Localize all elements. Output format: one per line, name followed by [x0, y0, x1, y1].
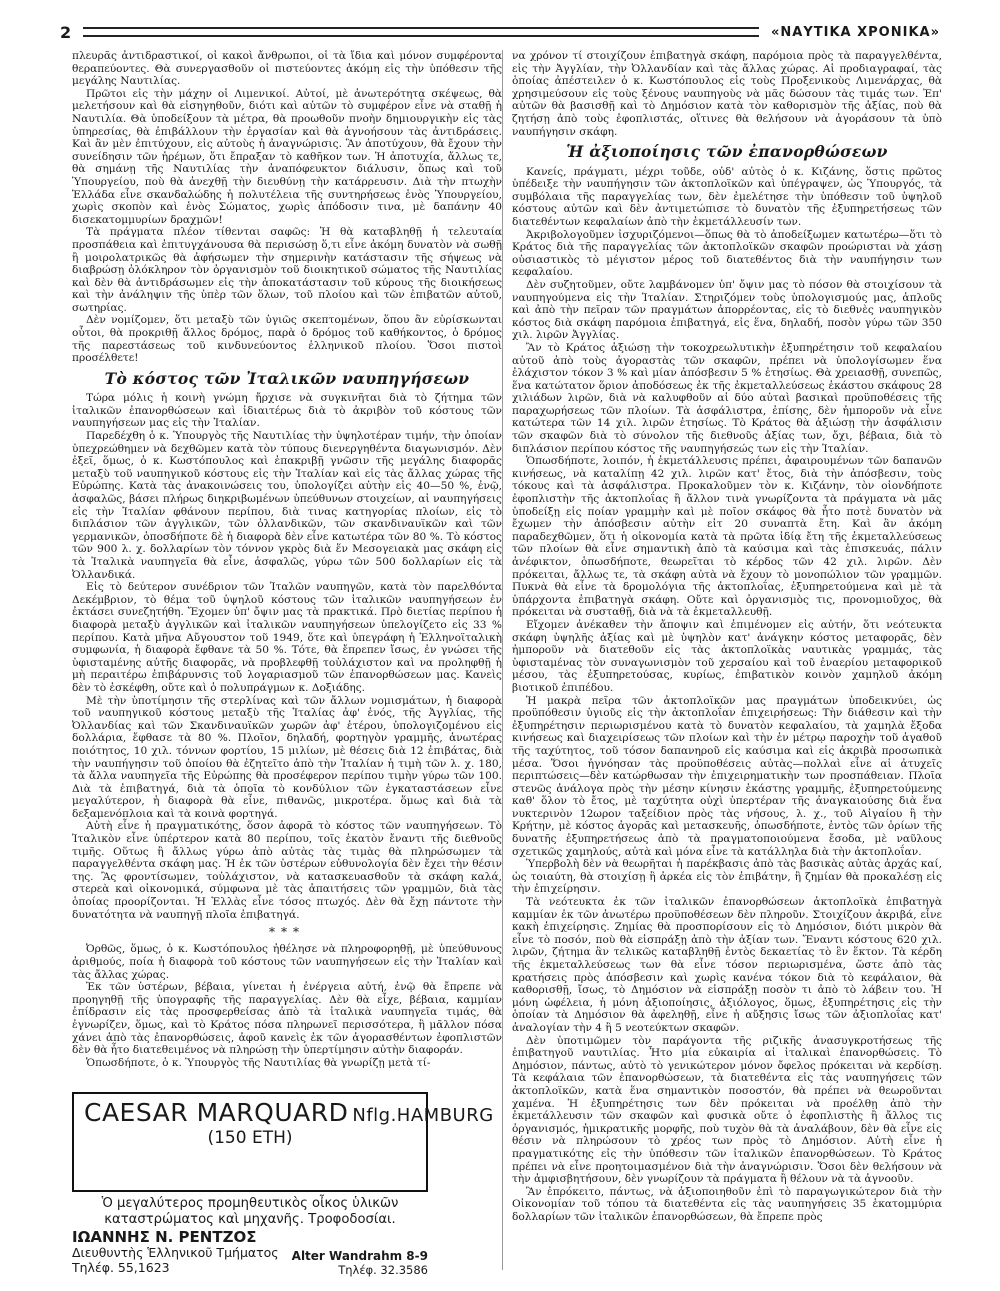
paragraph: Μὲ τὴν ὑποτίμησιν τῆς στερλίνας καὶ τῶν ἄλλων νομισμάτων, ἡ διαφορὰ τοῦ ναυπηγικοῦ κόστους μεταξὺ τῆς Ἰταλίας ἀφ' ἑνός, τῆς Ἀγγλίας, τῆς Ὀλλανδίας καὶ τῶν Σκανδιναυϊκῶν χωρῶν ἀφ' ἑτέρου, ὑπολογιζομένου εἰς δολλάρια, ἔφθασε τὰ 80 %. Πλοῖον, δηλαδή, φορτηγὸν γραμμῆς, ἀνωτέρας ποιότητος, 10 χιλ. τόννων φορτίου, 15 μιλίων, μὲ θέσεις διὰ 12 ἐπιβάτας, διὰ τὴν ναυπήγησιν τοῦ ὁποίου θὰ ἐζητεῖτο ἀπὸ τὴν Ἰταλίαν ἡ τιμὴ τῶν λ. χ. 180, τὰ ἄλλα ναυπηγεῖα τῆς Εὐρώπης θὰ προσέφερον περίπου τιμὴν γύρω τῶν 100. Διὰ τὰ ἐπιβατηγά, διὰ τὰ ὁποῖα τὸ κονδύλιον τῶν ἐγκαταστάσεων εἶνε μεγαλύτερον, ἡ διαφορὰ θὰ εἶνε, πιθανῶς, μικροτέρα. ὅμως καὶ διὰ τὰ δεξαμενόπλοια καὶ τὰ κοινὰ φορτηγά.: [72, 694, 502, 820]
address-phone: Τηλέφ. 32.3586: [338, 1262, 428, 1277]
paragraph: Πρῶτοι εἰς τὴν μάχην οἱ Λιμενικοί. Αὐτοί, μὲ ἀνωτερότητα σκέψεως, θὰ μελετήσουν καὶ θὰ εἰσηγηθοῦν, διότι καὶ αὐτῶν τὸ συμφέρον εἶνε νὰ σταθῇ ἡ Ναυτιλία. Θὰ ὑποδείξουν τὰ μέτρα, θὰ προωθοῦν πνοὴν δημιουργικὴν εἰς τὰς ὑπηρεσίας, θὰ ἐπιβάλλουν τὴν ἐργασίαν καὶ θὰ ἀγνοήσουν τὰς ἀντιδράσεις. Καὶ ἂν μὲν ἐπιτύχουν, εἰς αὐτοὺς ἡ ἀναγνώρισις. Ἂν ἀποτύχουν, θὰ ἔχουν τὴν συνείδησιν τῶν ἡρέμων, ὅτι ἔπραξαν τὸ καθῆκον των. Ἡ ἀποτυχία, ἄλλως τε, θὰ σημάνῃ τῆς Ναυτιλίας τὴν ἀναπόφευκτον διάλυσιν, ὅπως καὶ τοῦ Ὑπουργείου, ποὺ θὰ ἀνεχθῇ τὴν διευθύνῃ τὴν κατάρρευσιν. Διὰ τὴν πτωχὴν Ἑλλάδα εἶνε σκανδαλώδης ἡ πολυτέλεια τῆς συντηρήσεως ἑνὸς Ὑπουργείου, χωρὶς σκοπὸν καὶ ἑνὸς Σώματος, χωρὶς ἀπόδοσιν τινα, μὲ δαπάνην 40 δισεκατομμυρίων δραχμῶν!: [72, 87, 502, 226]
paragraph: Εἴχομεν ἀνέκαθεν τὴν ἄποψιν καὶ ἐπιμένομεν εἰς αὐτήν, ὅτι νεότευκτα σκάφη ὑψηλῆς ἀξίας καὶ μὲ ὑψηλὸν κατ' ἀνάγκην κόστος μεταφορᾶς, δὲν ἠμποροῦν νὰ διατεθοῦν εἰς τὰς ἀκτοπλοϊκὰς ναυτικὰς γραμμάς, τὰς ὑφισταμένας τὸν συναγωνισμὸν τοῦ χερσαίου καὶ τοῦ ἐναερίου μεταφορικοῦ μέσου, τὰς ἐξυπηρετούσας, κυρίως, ἐπιβατικὸν κοινὸν χαμηλοῦ ἀκόμη βιοτικοῦ ἐπιπέδου.: [512, 618, 942, 694]
ad-description-line: Ὁ μεγαλύτερος προμηθευτικὸς οἶκος ὑλικῶν: [101, 1196, 399, 1211]
paragraph: πλευρᾶς ἀντιδραστικοί, οἱ κακοὶ ἄνθρωποι, οἱ τὰ ἴδια καὶ μόνον συμφέροντα θεραπεύοντες. Θὰ συνεργασθοῦν οἱ πιστεύοντες ἀκόμη εἰς τὴν ὑπόθεσιν τῆς μεγάλης Ναυτιλίας.: [72, 50, 502, 88]
ad-contact: [72, 1229, 279, 1277]
paragraph: Δὲν νομίζομεν, ὅτι μεταξὺ τῶν ὑγιῶς σκεπτομένων, ὅπου ἂν εὑρίσκωνται οὗτοι, θὰ προκριθῇ ἄλλος δρόμος, παρὰ ὁ δρόμος τοῦ καθήκοντος, ὁ δρόμος τῆς παρεστάσεως τοῦ κινδυνεύοντος ἑλληνικοῦ πλοίου. Ὅσοι πιστοὶ προσέλθετε!: [72, 314, 502, 365]
paragraph: Ὀρθῶς, ὅμως, ὁ κ. Κωστόπουλος ἠθέλησε νὰ πληροφορηθῇ, μὲ ὑπεύθυνους ἀριθμούς, ποία ἡ διαφορὰ τοῦ κόστους τῶν ναυπηγήσεων εἰς τὴν Ἰταλίαν καὶ τὰς ἄλλας χώρας.: [72, 943, 502, 981]
paragraph: Ἂν ἐπρόκειτο, πάντως, νὰ ἀξιοποιηθοῦν ἐπὶ τὸ παραγωγικώτερον διὰ τὴν Οἰκονομίαν τοῦ τόπου τὰ διατεθέντα εἰς τὰς ναυπηγήσεις 35 ἑκατομμύρια δολλαρίων τῶν ἰταλικῶν ἐπανορθώσεων, θὰ ἔπρεπε πρὸς: [512, 1185, 942, 1223]
ad-contact-row: [72, 1229, 428, 1277]
paragraph: Ἀκριβολογοῦμεν ἰσχυριζόμενοι—ὅπως θὰ τὸ ἀποδείξωμεν κατωτέρω—ὅτι τὸ Κράτος διὰ τῆς παραγγελίας τῶν ἀκτοπλοϊκῶν σκαφῶν προώρισται νὰ χάσῃ οὐσιαστικὸς τὸ μέγιστον μέρος τοῦ διατεθέντος διὰ τὴν ναυπήγησιν των κεφαλαίου.: [512, 228, 942, 279]
brand-years: (150 ΕΤΗ): [207, 1128, 293, 1148]
paragraph: Δὲν συζητοῦμεν, οὔτε λαμβάνομεν ὑπ' ὄψιν μας τὸ πόσον θὰ στοιχίσουν τὰ ναυπηγούμενα εἰς τὴν Ἰταλίαν. Στηριζόμεν τοὺς ὑπολογισμούς μας, ἁπλοῦς καὶ ἀπὸ τὴν πεῖραν τῶν πραγμάτων ἀπορρέοντας, εἰς τὸ διεθνὲς ναυπηγικὸν κόστος διὰ σκάφη παρόμοια ἐπιβατηγά, εἰς ἕνα, δηλαδή, ποσὸν γύρω τῶν 350 χιλ. λιρῶν Ἀγγλίας.: [512, 278, 942, 342]
paragraph: Ἐκ τῶν ὑστέρων, βέβαια, γίνεται ἡ ἐνέργεια αὐτή, ἐνῷ θὰ ἔπρεπε νὰ προηγηθῇ τῆς ὑπογραφῆς τῆς παραγγελίας. Δὲν θὰ εἶχε, βέβαια, καμμίαν ἐπίδρασιν εἰς τὰς προσφερθείσας ἀπὸ τὰ ἰταλικὰ ναυπηγεῖα τιμάς, θὰ ἐγνωρίζεν, ὅμως, καὶ τὸ Κράτος πόσα πληρωνεῖ περισσότερα, ἢ μᾶλλον πόσα χάνει ἀπὸ τὰς ἐπανορθώσεις, ἀφοῦ κανεὶς ἐκ τῶν ἀγορασθέντων ἐφοπλιστῶν δὲν θὰ ἦτο διατεθειμένος νὰ πληρώσῃ τὴν ὑπερτίμησιν αὐτὴν διαφοράν.: [72, 981, 502, 1057]
section-heading: Ἡ ἀξιοποίησις τῶν ἐπανορθώσεων: [566, 142, 888, 162]
address-line: Alter Wandrahm 8-9: [291, 1249, 428, 1264]
paragraph: Παρεδέχθη ὁ κ. Ὑπουργὸς τῆς Ναυτιλίας τὴν ὑψηλοτέραν τιμήν, τὴν ὁποίαν ὑπεχρεώθημεν νὰ δεχθῶμεν κατὰ τὸν τύπους διενεργηθέντα διαγωνισμόν. Δὲν ἐξεῖ, ὅμως, ὁ κ. Κωστόπουλος καὶ ἐπακριβῇ γνῶσιν τῆς μεγάλης διαφορᾶς μεταξὺ τοῦ ναυπηγικοῦ κόστους εἰς τὴν Ἰταλίαν καὶ εἰς τὰς ἄλλας χώρας τῆς Εὐρώπης. Κατὰ τὰς ἀνακοινώσεις του, ὑπολογίζει αὐτὴν εἰς 40—50 %, ἐνῷ, ἀσφαλῶς, βάσει πλήρως διηκριβωμένων ὑπεύθυνων στοιχείων, αἱ ναυπηγήσεις εἰς τὴν Ἰταλίαν φθάνουν περίπου, διὰ τινας κατηγορίας πλοίων, εἰς τὸ διπλάσιον τῶν ἀγγλικῶν, τῶν ὀλλανδικῶν, τῶν σκανδιναυϊκῶν καὶ τῶν γερμανικῶν, ὁποσδήποτε δὲ ἡ διαφορὰ δὲν εἶνε κατωτέρα τῶν 80 %. Τὸ κόστος τῶν 900 λ. χ. δολλαρίων τὸν τόννον γκρὸς διὰ ἕν Μεσογειακὰ μας σκάφη εἰς τὰ Ἰταλικὰ ναυπηγεῖα θὰ εἶνε, ἀσφαλῶς, γύρω τῶν 500 δολλαρίων εἰς τὰ Ὀλλανδικά.: [72, 430, 502, 581]
left-column: [72, 50, 502, 1069]
paragraph: Κανείς, πράγματι, μέχρι τοῦδε, οὐδ' αὐτὸς ὁ κ. Κιζάνης, ὅστις πρῶτος ὑπέδειξε τὴν ναυπήγησιν τῶν ἀκτοπλοϊκῶν καὶ ὑπέγραψεν, ὡς Ὑπουργός, τὰ συμβόλαια τῆς παραγγελίας των, δὲν ἐμελέτησε τὴν ὑπόθεσιν τοῦ ὑψηλοῦ κόστους αὐτῶν καὶ δὲν ἀντιμετώπισε τὸ δυνατὸν τῆς ἐξυπηρετήσεως τῶν διατεθέντων κεφαλαίων ἀπὸ τὴν ἐκμετάλλευσίν των.: [512, 165, 942, 228]
paragraph: να χρόνον τί στοιχίζουν ἐπιβατηγὰ σκάφη, παρόμοια πρὸς τὰ παραγγελθέντα, εἰς τὴν Ἀγγλίαν, τὴν Ὀλλανδίαν καὶ τὰς ἄλλας χώρας. Αἱ προδιαγραφαί, τὰς ὁποίας ἀπέστειλεν ὁ κ. Κωστόπουλος εἰς τοὺς Προξενικοὺς Λιμενάρχας, θὰ χρησιμεύσουν εἰς τοὺς ξένους ναυπηγοὺς νὰ μᾶς δώσουν τὰς τιμάς των. Ἐπ' αὐτῶν θὰ βασισθῇ καὶ τὸ Δημόσιον κατὰ τὸν καθορισμὸν τῆς ἀξίας, ποὺ θὰ ζητήσῃ ἀπὸ τοὺς ἐφοπλιστάς, οἵτινες θὰ θελήσουν νὰ ἀγοράσουν τὰ ὑπὸ ναυπήγησιν σκάφη.: [512, 50, 942, 138]
header-rule: [83, 27, 759, 37]
newspaper-title: «ΝΑΥΤΙΚΑ ΧΡΟΝΙΚΑ»: [771, 24, 940, 40]
paragraph: Τὰ πράγματα πλέον τίθενται σαφῶς: Ἡ θὰ καταβληθῇ ἡ τελευταία προσπάθεια καὶ ἐπιτυγχάνουσα θὰ περισώσῃ ὅ,τι εἶνε ἀκόμη δυνατὸν νὰ σωθῇ ἢ μοιρολατρικῶς θὰ ἀφήσωμεν τὴν σημερινὴν κατάστασιν τῆς σήψεως νὰ διαβρώσῃ ὁλόκληρον τὸν ὀργανισμὸν τοῦ διοικητικοῦ σώματος τῆς Ναυτιλίας καὶ δὲν θὰ ἀντιδράσωμεν εἰς τὴν ἀποκατάστασιν τοῦ κύρους τῆς διοικήσεως καὶ τὴν ἀνάληψιν τῆς ὑπὲρ τῶν ὅλων, τοῦ πλοίου καὶ τῶν ἐπιβατῶν αὐτοῦ, σωτηρίας.: [72, 226, 502, 314]
advertisement-details: [72, 1196, 428, 1277]
paragraph: Τώρα μόλις ἡ κοινὴ γνώμη ἤρχισε νὰ συγκινῆται διὰ τὸ ζήτημα τῶν ἰταλικῶν ἐπανορθώσεων καὶ ἰδιαιτέρως διὰ τὸ ἀκριβὸν τοῦ κόστους τῶν ναυπηγήσεων μας εἰς τὴν Ἰταλίαν.: [72, 392, 502, 430]
paragraph: Εἰς τὸ δεύτερον συνέδριον τῶν Ἰταλῶν ναυπηγῶν, κατὰ τὸν παρελθόντα Δεκέμβριον, τὸ θέμα τοῦ ὑψηλοῦ κόστους τῶν ἰταλικῶν ναυπηγήσεων ἐν ἐκτάσει συνεζητήθη. Ἔχομεν ὑπ' ὄψιν μας τὰ πρακτικά. Πρὸ διετίας περίπου ἡ διαφορὰ μεταξὺ ἀγγλικῶν καὶ ἰταλικῶν ναυπηγήσεων ὑπελογίζετο εἰς 33 % περίπου. Κατὰ μῆνα Αὔγουστον τοῦ 1949, ὅτε καὶ ὑπεγράφη ἡ Ἑλληνοϊταλικὴ συμφωνία, ἡ διαφορὰ ἔφθανε τὰ 50 %. Τότε, θὰ ἔπρεπεν ἴσως, ἐν γνώσει τῆς ὑφισταμένης αὐτῆς διαφορᾶς, νὰ προβλεφθῇ τοὐλάχιστον καὶ να προληφθῇ ἡ μὴ περαιτέρω ἐπιβάρυνσις τοῦ λογαριασμοῦ τῶν ἐπανορθώσεων μας. Κανεὶς δὲν τὸ ἐσκέφθη, οὔτε καὶ ὁ πολυπράγμων κ. Δοξιάδης.: [72, 581, 502, 694]
contact-role: Διευθυντὴς Ἑλληνικοῦ Τμήματος: [72, 1245, 279, 1261]
advertisement-box: [72, 1092, 494, 1192]
column-divider: [502, 50, 503, 1270]
contact-phone: Τηλέφ. 55,1623: [72, 1259, 170, 1275]
brand-name: CAESAR MARQUARD: [84, 1098, 349, 1127]
ad-description-line: καταστρώματος καὶ μηχανῆς. Τροφοδοσίαι.: [104, 1211, 396, 1227]
brand-suffix: Nflg.HAMBURG: [352, 1105, 494, 1126]
contact-name: ΙΩΑΝΝΗΣ Ν. ΡΕΝΤΖΟΣ: [72, 1228, 257, 1247]
paragraph: Ἂν τὸ Κράτος ἀξιώσῃ τὴν τοκοχρεωλυτικὴν ἐξυπηρέτησιν τοῦ κεφαλαίου αὐτοῦ ἀπὸ τοὺς ἀγοραστὰς τῶν σκαφῶν, πρέπει νὰ ὑπολογίσωμεν ἕνα ἐλάχιστον τόκον 3 % καὶ μίαν ἀπόσβεσιν 5 % ἐτησίως. Θὰ χρειασθῇ, συνεπῶς, ἕνα κατώτατον ὅριον ἀποδόσεως ἐκ τῆς ἐκμεταλλεύσεως ἑκάστου σκάφους 28 χιλιάδων λιρῶν, διὰ νὰ καλυφθοῦν αἱ δύο αὐταὶ βασικαὶ προϋποθέσεις τῆς παραχωρήσεως τῶν πλοίων. Τὰ ἀσφάλιστρα, ἐπίσης, δὲν ἠμποροῦν νὰ εἶνε κατώτερα τῶν 14 χιλ. λιρῶν ἐτησίως. Τὸ Κράτος θὰ ἀξιώσῃ τὴν ἀσφάλισιν τῶν σκαφῶν διὰ τὸ σύνολον τῆς διεθνοῦς ἀξίας των, ὄχι, βέβαια, διὰ τὸ διπλάσιον περίπου κόστος τῆς ναυπηγήσεώς των εἰς τὴν Ἰταλίαν.: [512, 341, 942, 455]
right-column: [512, 50, 942, 1223]
paragraph: Ὁπωσδήποτε, ὁ κ. Ὑπουργὸς τῆς Ναυτιλίας θὰ γνωρίζῃ μετὰ τί-: [86, 1056, 431, 1069]
advertiser-brand: [84, 1098, 494, 1127]
paragraph: Ὑπερβολὴ δὲν νὰ θεωρῆται ἡ παρέκβασις ἀπὸ τὰς βασικὰς αὐτὰς ἀρχάς καί, ὡς τοιαύτη, θὰ στοιχίσῃ ἢ ἀρκέα εἰς τὸν ἐπιβάτην, ἢ ζημίαν θὰ προκαλέσῃ εἰς τὴν ἐπιχείρησιν.: [512, 858, 942, 896]
section-heading: Τὸ κόστος τῶν Ἰταλικῶν ναυπηγήσεων: [104, 368, 470, 388]
paragraph: Ὁπωσδήποτε, λοιπόν, ἡ ἐκμετάλλευσις πρέπει, ἀφαιρουμένων τῶν δαπανῶν κινήσεως, νὰ καταλίπῃ 42 χιλ. λιρῶν κατ' ἔτος, διὰ τὴν ἀπόσβεσιν, τοὺς τόκους καὶ τὰ ἀσφάλιστρα. Προκαλοῦμεν τὸν κ. Κιζάνην, τὸν οἱονδήποτε ἐφοπλιστὴν τῆς ἀκτοπλοΐας ἢ ἄλλον τινὰ γνωρίζοντα τὰ πράγματα νὰ μᾶς ὑποδείξῃ εἰς ποίαν γραμμὴν καὶ μὲ ποῖον σκάφος θὰ ἦτο ποτὲ δυνατὸν νὰ ἔχωμεν τὴν ἀπόσβεσιν αὐτὴν εἰτ 20 συναπτὰ ἔτη. Καὶ ἂν ἀκόμη παραδεχθῶμεν, ὅτι ἡ οἰκονομία κατὰ τὰ πρῶτα ἰδίᾳ ἔτη τῆς ἐκμεταλλεύσεως τῶν πλοίων θὰ εἶνε σημαντικὴ ἀπὸ τὰ καύσιμα καὶ τὰς ἐπισκευάς, πάλιν ἀνέφικτον, ὁπωσδήποτε, θεωρεῖται τὸ κέρδος τῶν 42 χιλ. λιρῶν. Δὲν πρόκειται, ἄλλως τε, τὰ σκάφη αὐτὰ νὰ ἔχουν τὸ μονοπώλιον τῶν γραμμῶν. Πυκνὰ θὰ εἶνε τὰ δρομολόγια τῆς ἀκτοπλοΐας, ἐξυπηρετούμενα καὶ μὲ τὰ ὑπάρχοντα ἐπιβατηγὰ σκάφη. Οὔτε καὶ ὀργανισμὸς τις, προνομιοῦχος, θὰ πρόκειται νὰ συσταθῇ, διὰ νὰ τὰ ἐκμεταλλευθῇ.: [512, 455, 942, 619]
ad-address: [292, 1229, 428, 1277]
paragraph: Αὐτὴ εἶνε ἡ πραγματικότης, ὅσον ἀφορᾶ τὸ κόστος τῶν ναυπηγήσεων. Τὸ Ἰταλικὸν εἶνε ὑπέρτερον κατὰ 80 περίπου, τοῖς ἑκατὸν ἔναντι τῆς διεθνοῦς τιμῆς. Οὕτως ἢ ἄλλως γύρω ἀπὸ αὐτὰς τὰς τιμὰς θὰ πληρώσωμεν τὰ παραγγελθέντα σκάφη μας. Ἡ ἐκ τῶν ὑστέρων εὐθυνολογία δὲν ἔχει τὴν θέσιν της. Ἂς φροντίσωμεν, τοὐλάχιστον, νὰ κατασκευασθοῦν τὰ σκάφη καλά, στερεὰ καὶ οἰκονομικά, σύμφωνα μὲ τὰς ἀπαιτήσεις τῶν γραμμῶν, διὰ τὰς ὁποίας προορίζονται. Ἡ Ἑλλὰς εἶνε τόσος πτωχός. Δὲν θὰ ἔχῃ πάντοτε τὴν δυνατότητα νὰ ναυπηγῇ πλοῖα ἐπιβατηγά.: [72, 820, 502, 921]
section-separator: ***: [269, 925, 305, 940]
page-number: 2: [60, 22, 72, 42]
paragraph: Δὲν ὑποτιμῶμεν τὸν παράγοντα τῆς ριζικῆς ἀνασυγκροτήσεως τῆς ἐπιβατηγοῦ ναυτιλίας. Ἦτο μία εὐκαιρία αἱ ἰταλικαὶ ἐπανορθώσεις. Τὸ Δημόσιον, πάντως, αὐτὸ τὸ γενικώτερον μόνον ὄφελος πρόκειται νὰ κερδίσῃ. Τὰ κεφάλαια τῶν ἐπανορθώσεων, τὰ διατεθέντα εἰς τὰς ναυπηγήσεις τῶν ἀκτοπλοϊκῶν, κατὰ ἕνα σημαντικὸν ποσοστόν, θὰ πρέπει νὰ θεωροῦνται χαμένα. Ἡ ἐξυπηρέτησις των δὲν πρόκειται νὰ προέλθῃ ἀπὸ τὴν ἐκμετάλλευσιν τῶν σκαφῶν καὶ φυσικὰ οὔτε ὁ ἐφοπλιστὴς ἢ ἄλλος τις ὀργανισμός, ἡμικρατικῆς μορφῆς, ποὺ τυχὸν θὰ τὰ ἀναλάβουν, δὲν θὰ εἶνε εἰς θέσιν νὰ πληρώσουν τὸ χρέος των πρὸς τὸ Δημόσιον. Αὐτὴ εἶνε ἡ πραγματικότης εἰς τὴν ὑπόθεσιν τῶν ἰταλικῶν ἐπανορθώσεων. Τὸ Κράτος πρέπει νὰ εἶνε προητοιμασμένον διὰ τὴν ἀναγνώρισιν. Ὅσοι δὲν θελήσουν νὰ τὴν ἀμφισβητήσουν, δὲν γνωρίζουν τὰ πράγματα ἢ θέλουν νὰ τὰ ἀγνοοῦν.: [512, 1034, 942, 1186]
paragraph: Τὰ νεότευκτα ἐκ τῶν ἰταλικῶν ἐπανορθώσεων ἀκτοπλοϊκὰ ἐπιβατηγὰ καμμίαν ἐκ τῶν ἀνωτέρω προϋποθέσεων δὲν πληροῦν. Στοιχίζουν ἀκριβά, εἶνε κακὴ ἐπιχείρησις. Ζημίας θὰ προσπορίσουν εἰς τὸ Δημόσιον, διότι μικρὸν θὰ εἶνε τὸ ποσόν, ποὺ θὰ εἰσπράξῃ ἀπὸ τὴν ἀξίαν των. Ἔναντι κόστους 620 χιλ. λιρῶν, ζήτημα ἂν τελικῶς καταβληθῇ ἐντὸς δεκαετίας τὸ ἓν ἕκτον. Τὰ κέρδη τῆς ἐκμεταλλεύσεως των θὰ εἶνε τόσον περιωρισμένα, ὥστε ἀπὸ τὰς κρατήσεις πρὸς ἀπόσβεσιν καὶ χωρὶς κανένα τόκον διὰ τὸ κεφάλαιον, θὰ καθορισθῇ, ἴσως, τὸ Δημόσιον νὰ εἰσπράξῃ ποσὸν τι ἀπὸ τὸ λάβειν του. Ἡ μόνη ὠφέλεια, ἡ μόνη ἀξιοποίησις, ἀξιόλογος, ὅμως, ἐξυπηρέτησις εἰς τὴν ὁποίαν τὰ Δημόσιον θὰ ἀφεληθῇ, εἶνε ἡ αὔξησις ἴσως τῶν ἀξιοπλοΐας κατ' ἀναλογίαν τὴν 4 ἢ 5 νεοτεύκτων σκαφῶν.: [512, 896, 942, 1034]
page-header: [60, 22, 940, 42]
ad-description: [72, 1196, 428, 1227]
paragraph: Ἡ μακρὰ πεῖρα τῶν ἀκτοπλοϊκῶν μας πραγμάτων ὑποδεικνύει, ὡς προϋπόθεσιν ὑγιοῦς εἰς τὴν ἀκτοπλοΐαν ἐπιχειρήσεως: Τὴν διάθεσιν καὶ τὴν ἐξυπηρέτησιν περιωρισμένου κατὰ τὸ δυνατὸν κεφαλαίου, τὰ χαμηλὰ ἔξοδα κινήσεως καὶ διαχειρίσεως τῶν πλοίων καὶ τὴν ἐν μέτρῳ παροχὴν τοῦ ἀγαθοῦ τῆς ταχύτητος, τοῦ τόσον δαπανηροῦ εἰς καύσιμα καὶ εἰς ἀκριβὰ προσωπικὰ μέσα. Ὅσοι ἠγνόησαν τὰς προϋποθέσεις αὐτὰς—πολλαὶ εἶνε αἱ ἀτυχεῖς περιπτώσεις—δὲν κατώρθωσαν τὴν ἐπιχειρηματικὴν των προσπάθειαν. Πλοῖα στενῶς ἀνάλογα πρὸς τὴν μέσην κίνησιν ἑκάστης γραμμῆς, ἐξυπηρετούμενης καθ' ὅλον τὸ ἔτος, μὲ ταχύτητα οὐχὶ ὑπερτέραν τῆς ἀναγκαιούσης διὰ ἕνα νυκτερινὸν 12ωρον ταξείδιον πρὸς τὰς νήσους, λ. χ., τοῦ Αἰγαίου ἢ τὴν Κρήτην, μὲ κόστος ἀγορᾶς καὶ μετασκευῆς, ὁπωσδήποτε, ἐντὸς τῶν ὁρίων τῆς δυνατῆς ἐξυπηρετήσεως ἀπὸ τὰ πραγματοποιούμενα ἔσοδα, μὲ ναῦλους σχετικῶς χαμηλούς, αὐτὰ καὶ μόνα εἶνε τὰ κατάλληλα διὰ τὴν ἀκτοπλοΐαν.: [512, 694, 942, 858]
